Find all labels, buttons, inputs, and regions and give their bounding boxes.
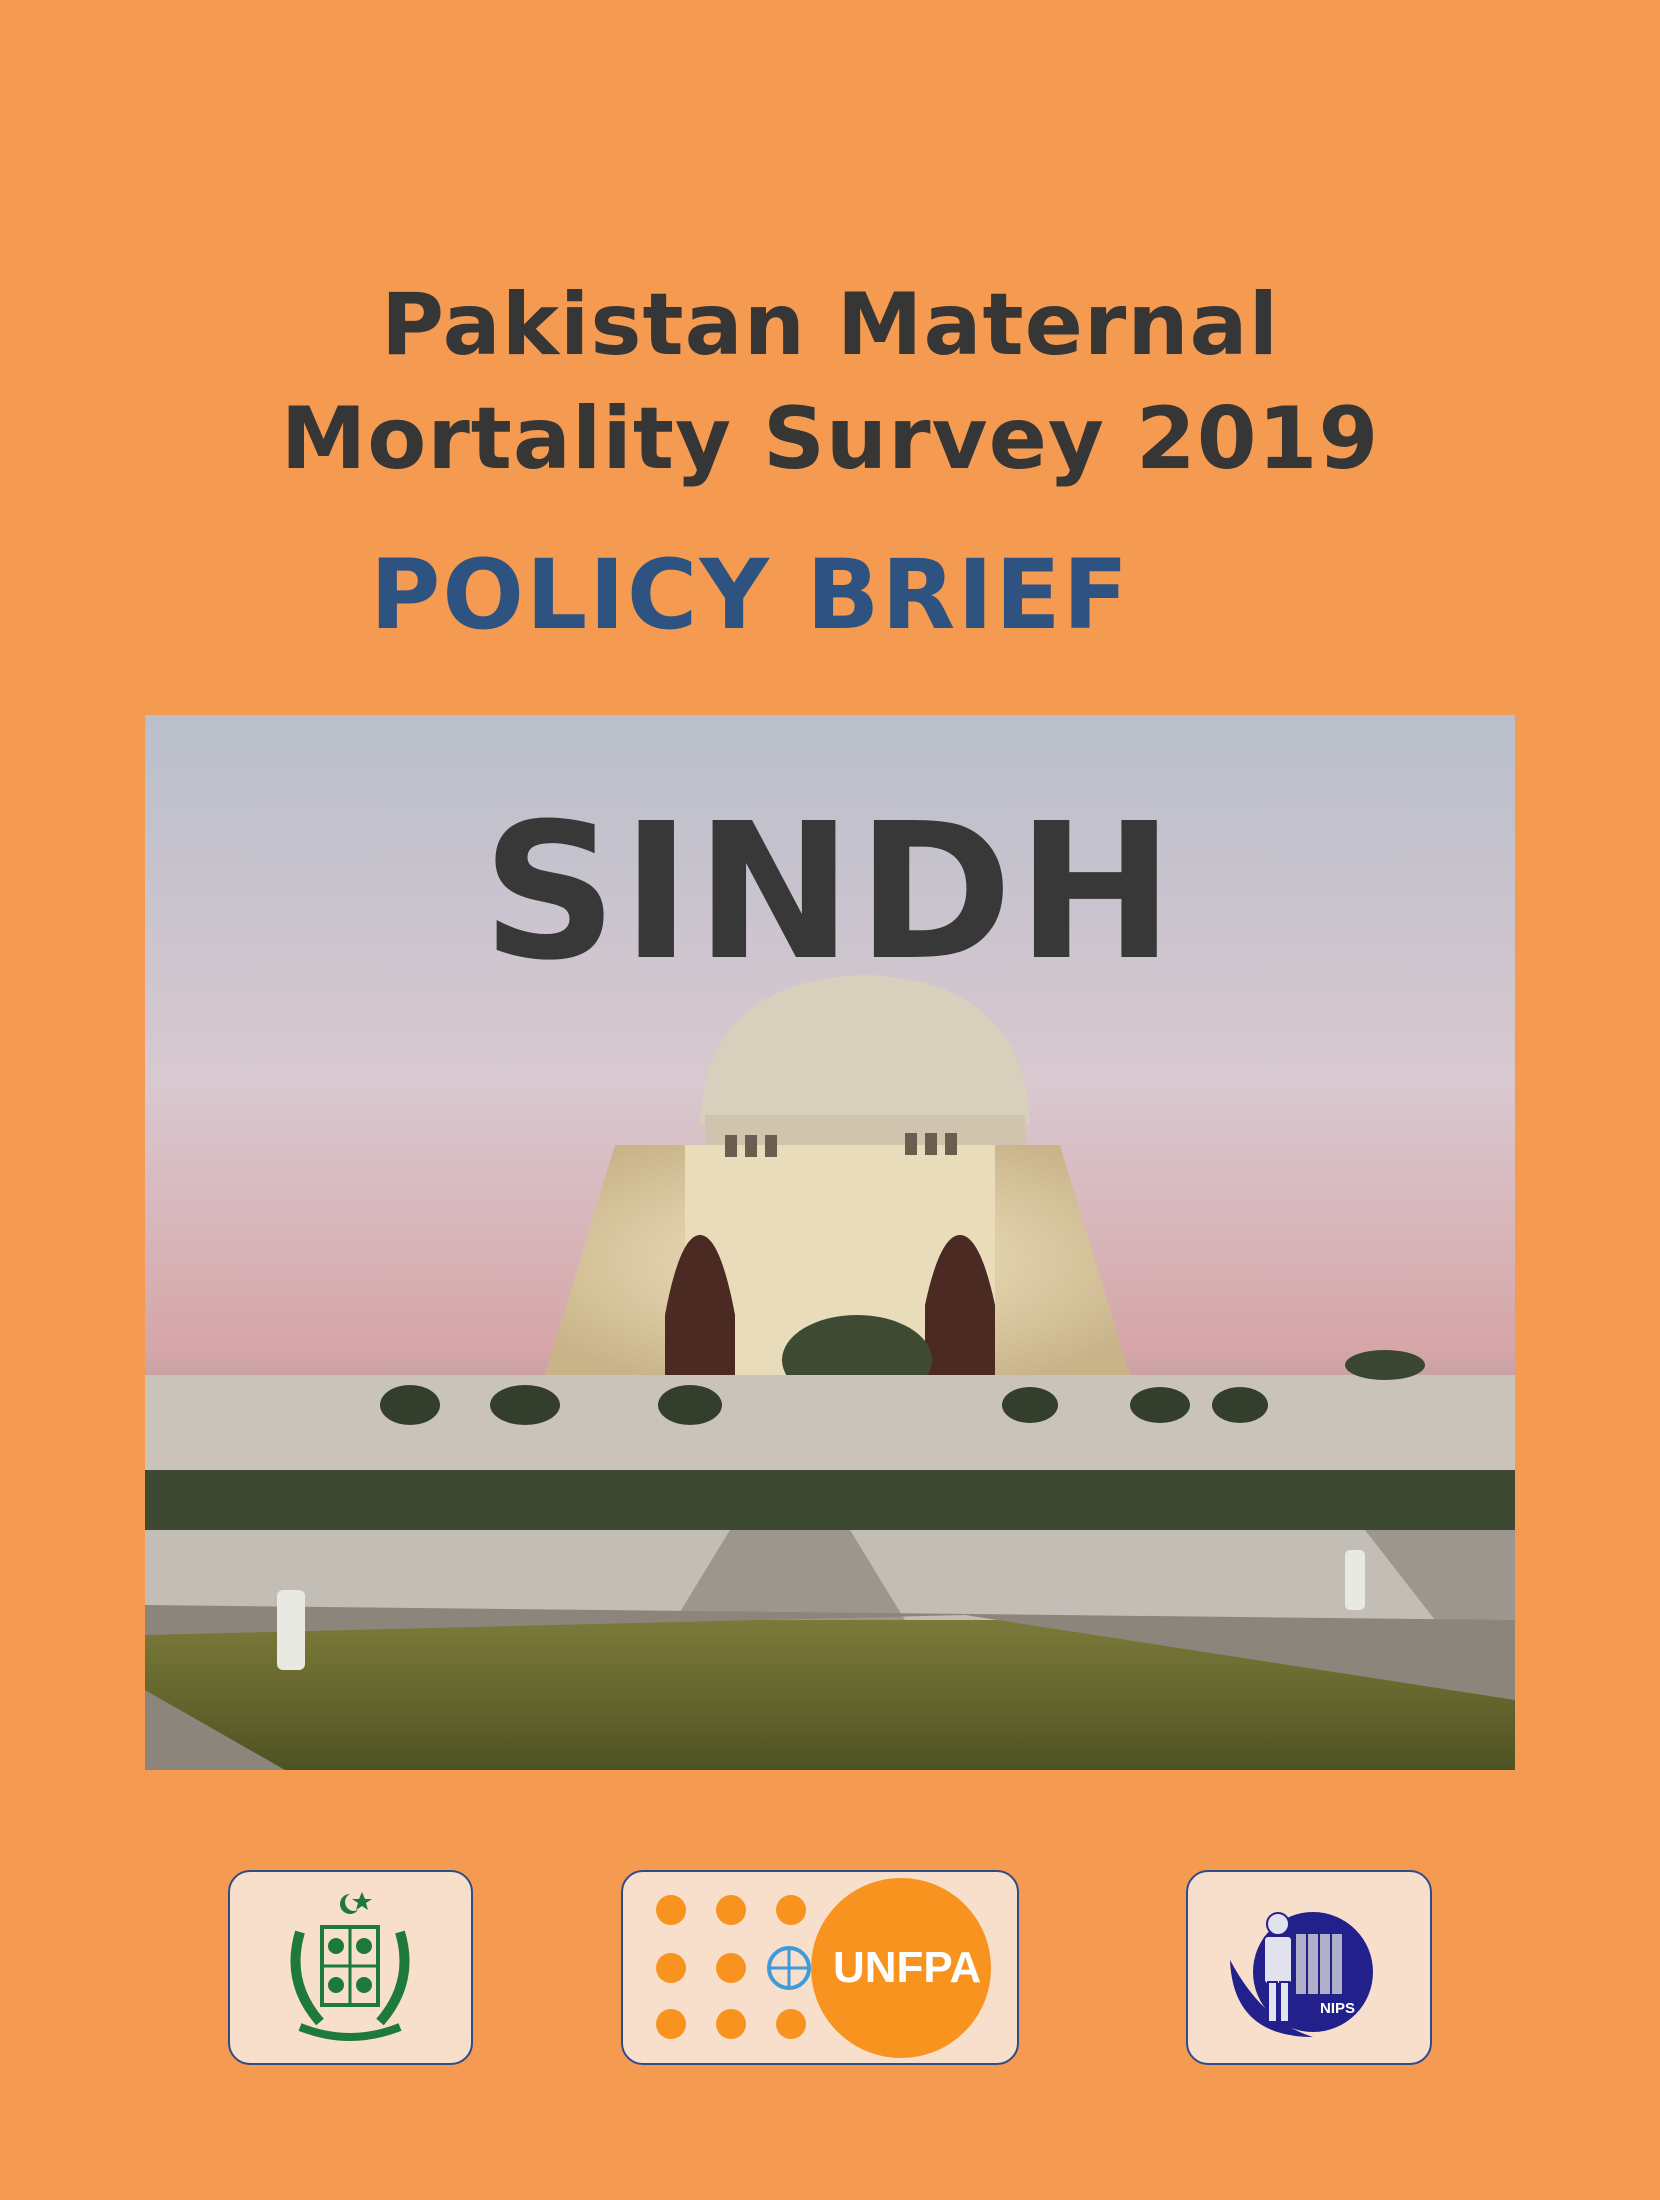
nips-text: NIPS	[1320, 2000, 1356, 2017]
nips-logo-icon	[1188, 1872, 1430, 2063]
government-emblem-icon	[230, 1872, 471, 2063]
mausoleum-photo	[145, 715, 1515, 1770]
policy-brief-heading: POLICY BRIEF	[370, 539, 1131, 651]
region-title: SINDH	[481, 783, 1179, 1002]
title-line-2: Mortality Survey 2019	[280, 389, 1380, 489]
unfpa-logo-box	[621, 1870, 1019, 2065]
nips-logo-box	[1186, 1870, 1432, 2065]
government-logo-box	[228, 1870, 473, 2065]
cover-title	[0, 268, 1660, 496]
unfpa-text: UNFPA	[833, 1943, 982, 1992]
title-line-1: Pakistan Maternal	[380, 275, 1280, 375]
